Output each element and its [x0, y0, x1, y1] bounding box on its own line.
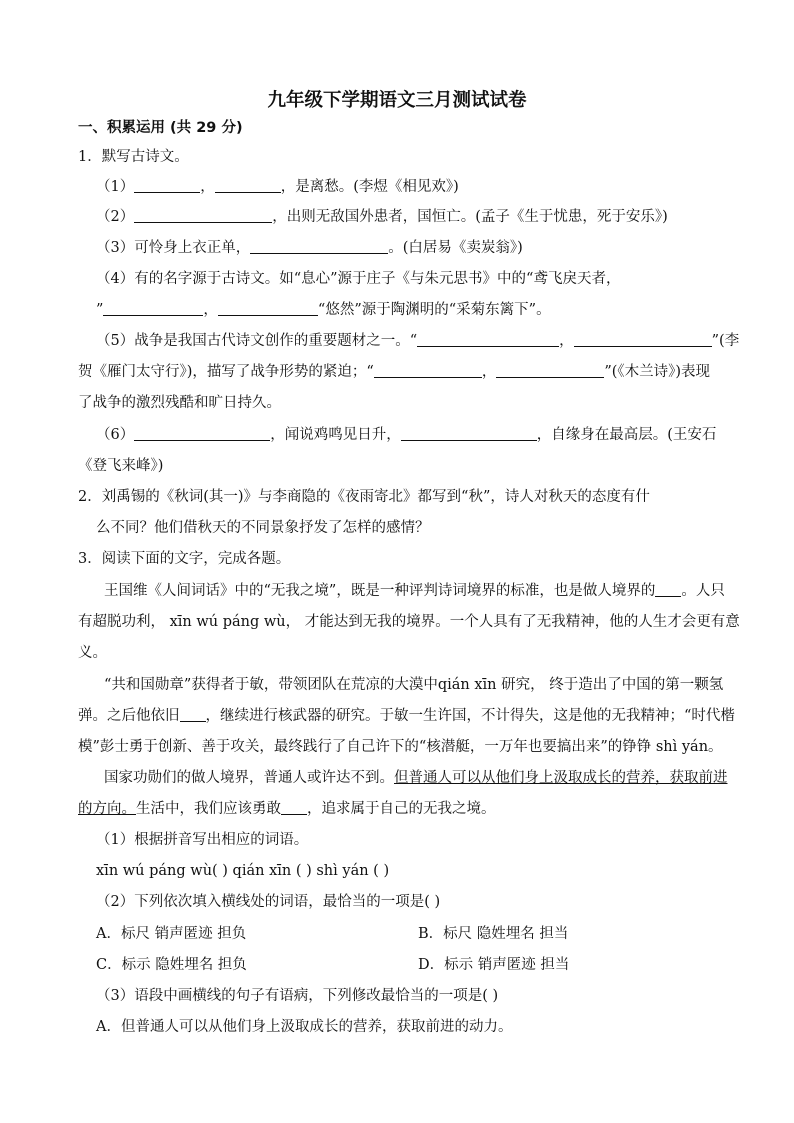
q3-para3-line2 [78, 799, 496, 819]
answer-blank[interactable] [574, 331, 712, 347]
text: 弹。之后他依旧 [78, 708, 180, 724]
answer-blank[interactable] [134, 177, 200, 193]
text: ，继续进行核武器的研究。于敏一生许国，不计得失，这是他的无我精神；“时代楷 [205, 708, 735, 724]
option-a[interactable]: A．标尺 销声匿迹 担负 [96, 926, 247, 942]
text: ，出则无敌国外患者，国恒亡。(孟子《生于忧患，死于安乐》) [272, 209, 668, 225]
q3-para2-line3: 模”彭士勇于创新、善于攻关，最终践行了自己许下的“核潜艇，一万年也要搞出来”的铮铮 shì yán。 [78, 739, 723, 755]
answer-blank[interactable] [215, 177, 281, 193]
q1-stem: 1．默写古诗文。 [78, 149, 189, 165]
text: （3）可怜身上衣正单， [96, 240, 251, 256]
text: ， [559, 333, 574, 349]
q3-pinyin-answers: xīn wú páng wù( ) qián xīn ( ) shì yán ( ) [96, 863, 390, 879]
q3-para2-line2 [78, 706, 735, 726]
q1-item-1 [96, 177, 459, 197]
answer-blank[interactable] [655, 581, 681, 597]
q1-item-5-line1 [96, 331, 739, 351]
answer-blank[interactable] [134, 425, 270, 441]
q1-item-4-line1: （4）有的名字源于古诗文。如“息心”源于庄子《与朱元思书》中的“鸢飞戾天者， [96, 271, 621, 287]
underlined-sentence: 的方向。 [78, 801, 136, 817]
answer-blank[interactable] [281, 799, 307, 815]
option-c[interactable]: C．标示 隐姓埋名 担负 [96, 957, 247, 973]
text: 。人只 [681, 583, 725, 599]
q3-para1-line2: 有超脱功利， xīn wú páng wù， 才能达到无我的境界。一个人具有了无我精神，他的人生才会更有意 [78, 614, 740, 630]
text: （5）战争是我国古代诗文创作的重要题材之一。“ [96, 333, 418, 349]
q3-para2-line1: “共和国勋章”获得者于敏，带领团队在荒凉的大漠中qián xīn 研究， 终于造出了中国的第一颗氢 [104, 677, 724, 693]
underlined-sentence: 但普通人可以从他们身上汲取成长的营养，获取前进 [394, 770, 728, 786]
text: 王国维《人间词话》中的“无我之境”，既是一种评判诗词境界的标准，也是做人境界的 [104, 583, 656, 599]
q3-para1-line1 [104, 581, 725, 601]
option-b[interactable]: B．标尺 隐姓埋名 担当 [418, 926, 569, 942]
text: ， [203, 302, 218, 318]
q3-sub3: （3）语段中画横线的句子有语病，下列修改最恰当的一项是( ) [96, 988, 499, 1004]
text: ，闻说鸡鸣见日升， [270, 427, 401, 443]
answer-blank[interactable] [401, 425, 537, 441]
text: ”(《木兰诗》)表现 [604, 364, 711, 380]
text: ，追求属于自己的无我之境。 [307, 801, 496, 817]
answer-blank[interactable] [218, 300, 318, 316]
text: ，自缘身在最高层。(王安石 [536, 427, 717, 443]
text: ”(李 [711, 333, 740, 349]
q1-item-6-line2: 《登飞来峰》) [78, 458, 164, 474]
q1-item-4-line2 [96, 300, 551, 320]
answer-blank[interactable] [134, 207, 272, 223]
section-heading: 一、积累运用 (共 29 分) [78, 120, 243, 136]
text: “悠然”源于陶渊明的“采菊东篱下”。 [317, 302, 551, 318]
text: ” [96, 302, 104, 318]
item-number: （2） [96, 209, 135, 225]
item-number: （6） [96, 427, 135, 443]
answer-blank[interactable] [250, 238, 388, 254]
answer-blank[interactable] [103, 300, 203, 316]
page-title: 九年级下学期语文三月测试试卷 [267, 90, 527, 111]
q3-para3-line1 [104, 768, 728, 788]
option-a[interactable]: A．但普通人可以从他们身上汲取成长的营养，获取前进的动力。 [96, 1019, 513, 1035]
q1-item-6-line1 [96, 425, 716, 445]
q1-item-2 [96, 207, 668, 227]
answer-blank[interactable] [374, 362, 482, 378]
answer-blank[interactable] [496, 362, 604, 378]
q1-item-5-line3: 了战争的激烈残酷和旷日持久。 [78, 395, 281, 411]
q2-line2: 么不同？他们借秋天的不同景象抒发了怎样的感情？ [96, 520, 430, 536]
option-d[interactable]: D．标示 销声匿迹 担当 [418, 957, 570, 973]
text: 贺《雁门太守行》)，描写了战争形势的紧迫；“ [78, 364, 374, 380]
q2-line1: 2．刘禹锡的《秋词(其一)》与李商隐的《夜雨寄北》都写到“秋”，诗人对秋天的态度有什 [78, 489, 650, 505]
text: 国家功勋们的做人境界，普通人或许达不到。 [104, 770, 394, 786]
text: ， [481, 364, 497, 380]
q1-item-5-line2 [78, 362, 710, 382]
q3-sub1: （1）根据拼音写出相应的词语。 [96, 832, 309, 848]
q3-sub2: （2）下列依次填入横线处的词语，最恰当的一项是( ) [96, 894, 441, 910]
answer-blank[interactable] [180, 706, 206, 722]
text: ，是离愁。(李煜《相见欢》) [280, 179, 459, 195]
q3-stem: 3．阅读下面的文字，完成各题。 [78, 551, 291, 567]
q1-item-3 [96, 238, 523, 258]
text: 。(白居易《卖炭翁》) [388, 240, 523, 256]
item-number: （1） [96, 179, 135, 195]
text: 生活中，我们应该勇敢 [136, 801, 281, 817]
answer-blank[interactable] [417, 331, 559, 347]
text: ， [200, 179, 215, 195]
q3-para1-line3: 义。 [78, 645, 107, 661]
